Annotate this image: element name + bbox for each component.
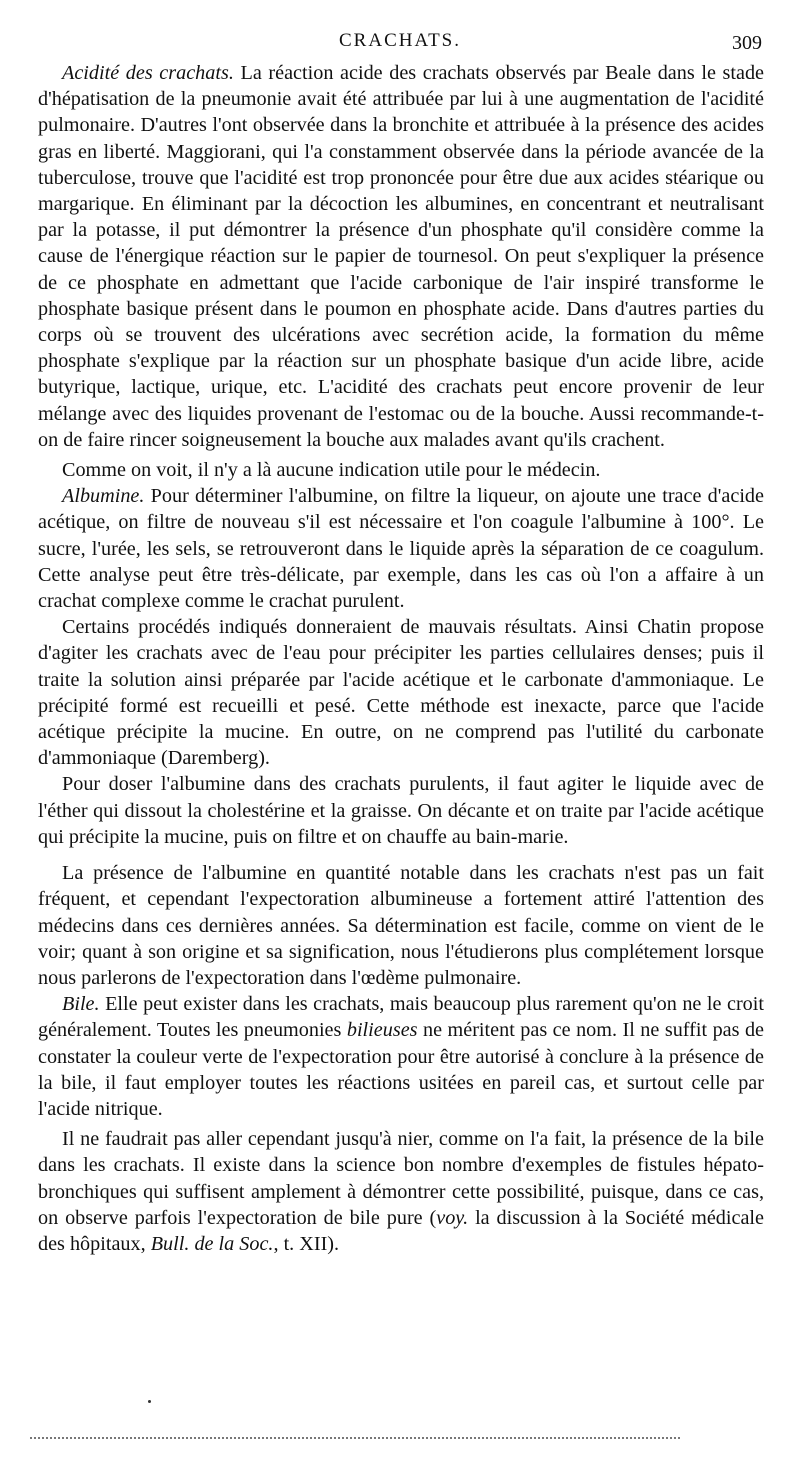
paragraph-text: la discussion à la Société médicale des hôpitaux, [38,1206,764,1255]
paragraph-presence [38,860,764,991]
paragraph-text: La réaction acide des crachats observés par Beale dans le stade d'hépatisation de la pneumonie avait été attribuée par lui à une augmentation de l'acidité pulmonaire. D'autres l'ont observée dans la bronchite et attribuée à la présence des acides gras en liberté. Maggiorani, qui l'a constamment observée dans la période avancée de la tuberculose, trouve que l'acidité est trop prononcée pour être due aux acides stéarique ou margarique. En éliminant par la décoction les albumines, en concentrant et neutralisant par la potasse, il put démontrer la présence d'un phosphate qu'il considère comme la cause de l'énergique réaction sur le papier de tournesol. On peut s'expliquer la présence de ce phosphate en admettant que l'acide carbonique de l'air inspiré transforme le phosphate basique présent dans le poumon en phosphate acide. Dans d'autres parties du corps où se trouvent des ulcérations avec secrétion acide, la formation du même phosphate s'explique par la réaction sur un phosphate basique d'un acide libre, acide butyrique, lactique, urique, etc. L'acidité des crachats peut encore provenir de leur mélange avec des liquides provenant de l'estomac ou de la bouche. Aussi recommande-t-on de faire rincer soigneusement la bouche aux malades avant qu'ils crachent. [38,62,764,451]
paragraph-text: Pour doser l'albumine dans des crachats purulents, il faut agiter le liquide avec de l'éther qui dissout la cholestérine et la graisse. On décante et on traite par l'acide acétique qui précipite la mucine, puis on filtre et on chauffe au bain-marie. [38,773,764,848]
paragraph-text: Comme on voit, il n'y a là aucune indication utile pour le médecin. [62,459,601,482]
running-title: CRACHATS. [339,30,461,51]
paragraph-text: ne méritent pas ce nom. Il ne suffit pas de constater la couleur verte de l'expectoration pour être autorisé à conclure à la présence de la bile, il faut employer toutes les réactions usitées en pareil cas, et surtout celle par l'acide nitrique. [38,1019,765,1120]
running-head [0,30,800,58]
footer-dotted-rule [30,1437,680,1439]
paragraph-text: Il ne faudrait pas aller cependant jusqu'à nier, comme on l'a fait, la présence de la bile dans les crachats. Il existe dans la science bon nombre d'exemples de fistules hépato-bronchiques qui suffisent amplement à démontrer cette possibilité, puisque, dans ce cas, on observe parfois l'expectoration de bile pure ( [38,1128,764,1229]
italic-term: bilieuses [346,1019,418,1042]
paragraph-text: , t. XII). [273,1232,340,1255]
italic-term: voy. [436,1206,469,1229]
paragraph-comment [38,457,764,483]
body-text [38,60,764,1257]
paragraph-fistules [38,1126,764,1257]
paragraph-text: Pour déterminer l'albumine, on filtre la liqueur, on ajoute une trace d'acide acétique, on filtre de nouveau s'il est nécessaire et l'on coagule l'albumine à 100°. Le sucre, l'urée, les sels, se retrouveront dans le liquide après la séparation de ce coagulum. Cette analyse peut être très-délicate, par exemple, dans les cas où l'on a affaire à un crachat complexe comme le crachat purulent. [38,485,764,613]
print-speck [148,1400,151,1403]
page-number: 309 [732,32,762,54]
citation-title: Bull. de la Soc. [150,1232,274,1255]
paragraph-text: Elle peut exister dans les crachats, mais beaucoup plus rarement qu'on ne le croit généralement. Toutes les pneumonies [38,993,764,1042]
section-lead-acidite: Acidité des crachats. [62,62,234,84]
paragraph-text: La présence de l'albumine en quantité notable dans les crachats n'est pas un fait fréquent, et cependant l'expectoration albumineuse a fortement attiré l'attention des médecins dans ces dernières années. Sa détermination est facile, comme on vient de le voir; quant à son origine et sa signification, nous l'étudierons plus complétement lorsque nous parlerons de l'expectoration dans l'œdème pulmonaire. [38,862,764,989]
paragraph-albumine [38,483,764,614]
paragraph-procedes [38,614,764,771]
paragraph-dosage [38,771,764,850]
paragraph-text: Certains procédés indiqués donneraient de mauvais résultats. Ainsi Chatin propose d'agiter les crachats avec de l'eau pour précipiter les parties cellulaires denses; puis il traite la solution ainsi préparée par l'acide acétique et le carbonate d'ammoniaque. Le précipité formé est recueilli et pesé. Cette méthode est inexacte, parce que l'acide acétique précipite la mucine. En outre, on ne comprend pas l'utilité du carbonate d'ammoniaque (Daremberg). [38,616,764,770]
section-lead-bile: Bile. [62,993,100,1016]
section-lead-albumine: Albumine. [62,485,145,508]
paragraph-acidite [38,60,764,453]
paragraph-bile [38,991,764,1122]
